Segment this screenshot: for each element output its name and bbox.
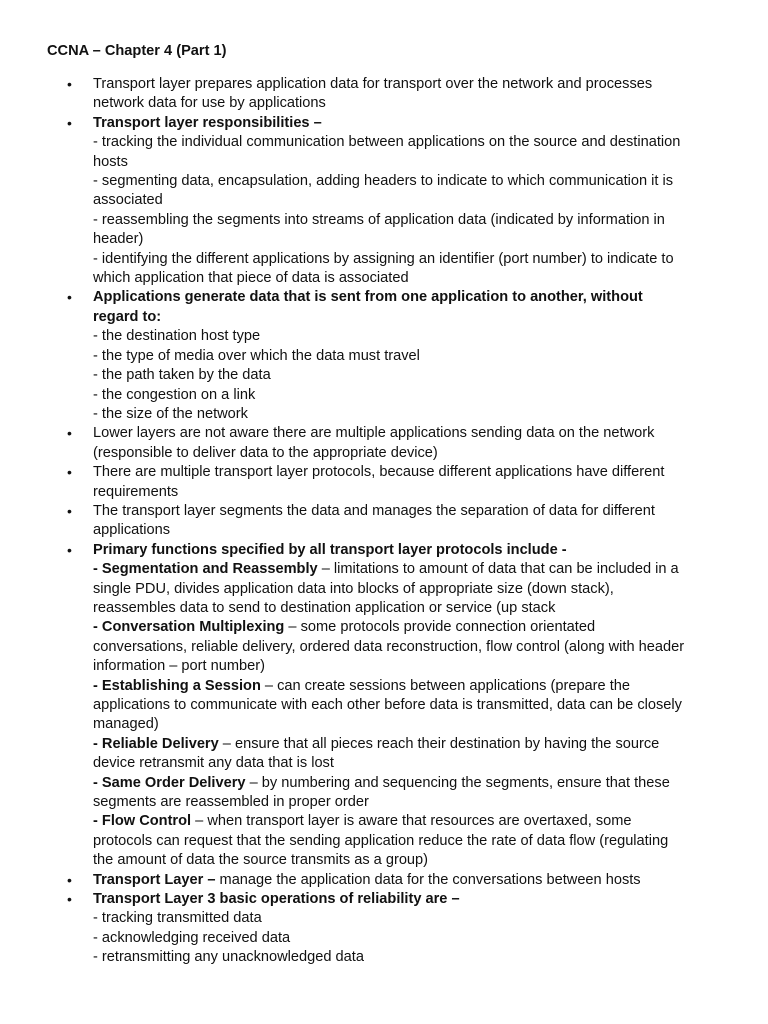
bold-text: Transport layer responsibilities – <box>93 114 322 131</box>
plain-text: network data for use by applications <box>93 95 326 112</box>
text-line <box>93 347 728 366</box>
plain-text: hosts <box>93 153 128 170</box>
text-line <box>93 657 728 676</box>
text-line <box>93 172 728 191</box>
bullet-item <box>0 541 768 871</box>
bullet-item <box>0 288 768 424</box>
plain-text: - retransmitting any unacknowledged data <box>93 949 364 966</box>
plain-text: - reassembling the segments into streams of application data (indicated by information in <box>93 211 665 228</box>
text-line <box>93 890 728 909</box>
text-line <box>93 133 728 152</box>
text-line <box>93 211 728 230</box>
text-line <box>93 250 728 269</box>
plain-text: (responsible to deliver data to the appropriate device) <box>93 444 438 461</box>
text-line <box>93 191 728 210</box>
plain-text: reassembles data to send to destination application or service (up stack <box>93 599 556 616</box>
text-line <box>93 812 728 831</box>
plain-text: – when transport layer is aware that resources are overtaxed, some <box>191 813 632 830</box>
text-line <box>93 851 728 870</box>
text-line <box>93 327 728 346</box>
text-line <box>93 366 728 385</box>
text-line <box>93 948 728 967</box>
plain-text: - tracking transmitted data <box>93 910 262 927</box>
plain-text: the amount of data the source transmits as a group) <box>93 852 429 869</box>
plain-text: Lower layers are not aware there are multiple applications sending data on the network <box>93 425 655 442</box>
plain-text: applications <box>93 522 171 539</box>
text-line <box>93 541 728 560</box>
text-line <box>93 793 728 812</box>
text-line <box>93 599 728 618</box>
bold-text: - Establishing a Session <box>93 677 261 694</box>
plain-text: - the path taken by the data <box>93 367 271 384</box>
text-line <box>93 405 728 424</box>
text-line <box>93 677 728 696</box>
text-line <box>93 618 728 637</box>
text-line <box>93 230 728 249</box>
text-line <box>93 715 728 734</box>
bullet-item <box>0 463 768 502</box>
text-line <box>93 502 728 521</box>
text-line <box>93 94 728 113</box>
plain-text: - the size of the network <box>93 405 248 422</box>
text-line <box>93 308 728 327</box>
text-line <box>93 269 728 288</box>
plain-text: – can create sessions between applications (prepare the <box>260 677 630 694</box>
plain-text: - segmenting data, encapsulation, adding headers to indicate to which communication it is <box>93 173 674 190</box>
plain-text: - tracking the individual communication between applications on the source and destination <box>93 134 681 151</box>
text-line <box>93 75 728 94</box>
plain-text: – ensure that all pieces reach their destination by having the source <box>218 735 660 752</box>
bold-text: - Reliable Delivery <box>93 735 219 752</box>
text-line <box>93 288 728 307</box>
bold-text: regard to: <box>93 308 162 325</box>
bold-text: Transport Layer 3 basic operations of reliability are – <box>93 891 460 908</box>
plain-text: - the destination host type <box>93 328 261 345</box>
text-line <box>93 463 728 482</box>
text-line <box>93 754 728 773</box>
plain-text: – limitations to amount of data that can be included in a <box>317 561 679 578</box>
bold-text: - Flow Control <box>93 813 192 830</box>
bold-text: - Same Order Delivery <box>93 774 246 791</box>
bullet-item <box>0 890 768 968</box>
plain-text: segments are reassembled in proper order <box>93 794 369 811</box>
text-line <box>93 696 728 715</box>
plain-text: – by numbering and sequencing the segments, ensure that these <box>245 774 670 791</box>
plain-text: The transport layer segments the data and manages the separation of data for different <box>93 502 655 519</box>
plain-text: - the congestion on a link <box>93 386 256 403</box>
plain-text: single PDU, divides application data into blocks of appropriate size (down stack), <box>93 580 614 597</box>
bullet-list <box>0 75 768 968</box>
plain-text: - identifying the different applications by assigning an identifier (port number) to indicate to <box>93 250 674 267</box>
bold-text: - Segmentation and Reassembly <box>93 561 318 578</box>
plain-text: There are multiple transport layer protocols, because different applications have different <box>93 464 665 481</box>
plain-text: - the type of media over which the data must travel <box>93 347 420 364</box>
bullet-item <box>0 114 768 289</box>
text-line <box>93 483 728 502</box>
text-line <box>93 774 728 793</box>
text-line <box>93 560 728 579</box>
plain-text: protocols can request that the sending application reduce the rate of data flow (regulating <box>93 832 669 849</box>
plain-text: applications to communicate with each other before data is transmitted, data can be closely <box>93 697 682 713</box>
bullet-item <box>0 502 768 541</box>
plain-text: managed) <box>93 716 159 733</box>
text-line <box>93 521 728 540</box>
plain-text: device retransmit any data that is lost <box>93 755 334 772</box>
text-line <box>93 424 728 443</box>
bullet-item <box>0 871 768 890</box>
page-title: CCNA – Chapter 4 (Part 1) <box>47 43 227 59</box>
bullet-item <box>0 75 768 114</box>
text-line <box>93 638 728 657</box>
plain-text: – some protocols provide connection orientated <box>284 619 596 636</box>
text-line <box>93 444 728 463</box>
bold-text: - Conversation Multiplexing <box>93 619 285 636</box>
text-line <box>93 832 728 851</box>
text-line <box>93 153 728 172</box>
plain-text: - acknowledging received data <box>93 929 291 946</box>
plain-text: header) <box>93 231 144 248</box>
bold-text: Primary functions specified by all transport layer protocols include - <box>93 541 567 558</box>
plain-text: requirements <box>93 483 179 500</box>
text-line <box>93 871 728 890</box>
plain-text: Transport layer prepares application data for transport over the network and processes <box>93 76 653 92</box>
plain-text: which application that piece of data is associated <box>93 270 409 287</box>
text-line <box>93 386 728 405</box>
plain-text: manage the application data for the conversations between hosts <box>215 871 641 888</box>
plain-text: associated <box>93 192 163 209</box>
text-line <box>93 114 728 133</box>
plain-text: information – port number) <box>93 658 265 675</box>
bullet-item <box>0 424 768 463</box>
text-line <box>93 909 728 928</box>
bold-text: Transport Layer – <box>93 871 216 888</box>
plain-text: conversations, reliable delivery, ordered data reconstruction, flow control (along with header <box>93 638 685 655</box>
text-line <box>93 580 728 599</box>
text-line <box>93 735 728 754</box>
bold-text: Applications generate data that is sent from one application to another, without <box>93 289 643 306</box>
text-line <box>93 929 728 948</box>
